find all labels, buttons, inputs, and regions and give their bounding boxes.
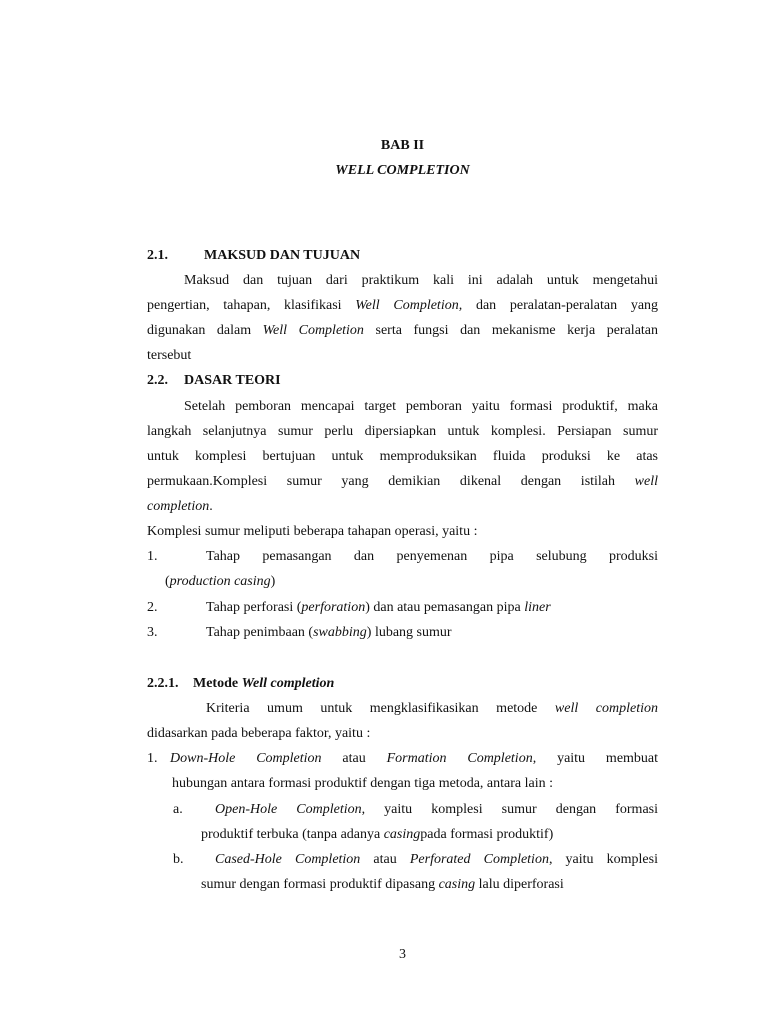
section-title: Metode Well completion — [193, 676, 335, 691]
paragraph-line: Maksud dan tujuan dari praktikum kali ini adalah untuk mengetahui — [184, 273, 658, 288]
sub-list-item-text: sumur dengan formasi produktif dipasang casing lalu diperforasi — [201, 877, 564, 892]
sub-list-item: a. — [173, 802, 183, 817]
section-2-1-heading — [147, 246, 658, 265]
paragraph-line: untuk komplesi bertujuan untuk memproduksikan fluida produksi ke atas — [147, 449, 658, 464]
section-number: 2.2. — [147, 373, 168, 388]
sub-list-item-text: produktif terbuka (tanpa adanya casingpada formasi produktif) — [201, 827, 554, 842]
section-title: MAKSUD DAN TUJUAN — [204, 248, 361, 263]
list-item: 3. Tahap penimbaan (swabbing) lubang sumur — [147, 625, 452, 640]
paragraph-line: tersebut — [147, 348, 192, 363]
paragraph-line: permukaan.Komplesi sumur yang demikian dikenal dengan istilah well — [147, 474, 658, 489]
list-item-text: Tahap pemasangan dan penyemenan pipa selubung produksi — [206, 549, 658, 564]
section-2-2-1-heading — [147, 674, 658, 693]
list-item: 2. Tahap perforasi (perforation) dan atau pemasangan pipa liner — [147, 600, 551, 615]
list-item-text: Down-Hole Completion atau Formation Completion, yaitu membuat — [170, 751, 659, 766]
section-2-2-heading — [147, 371, 658, 390]
sub-list-item-text: Cased-Hole Completion atau Perforated Completion, yaitu komplesi — [215, 852, 658, 867]
chapter-label: BAB II — [380, 138, 425, 153]
paragraph-line: completion. — [147, 499, 213, 514]
section-number: 2.1. — [147, 248, 168, 263]
section-title: DASAR TEORI — [184, 373, 281, 388]
list-item: 1. — [147, 751, 158, 766]
paragraph-line: digunakan dalam Well Completion serta fungsi dan mekanisme kerja peralatan — [147, 323, 659, 338]
paragraph-line: Setelah pemboran mencapai target pemboran yaitu formasi produktif, maka — [184, 399, 658, 414]
list-item-text: hubungan antara formasi produktif dengan tiga metoda, antara lain : — [172, 776, 553, 791]
chapter-title: WELL COMPLETION — [335, 163, 470, 178]
sub-list-item-text: Open-Hole Completion, yaitu komplesi sumur dengan formasi — [215, 802, 658, 817]
sub-list-item: b. — [173, 852, 184, 867]
paragraph-line: Kriteria umum untuk mengklasifikasikan metode well completion — [206, 701, 658, 716]
paragraph-line: pengertian, tahapan, klasifikasi Well Completion, dan peralatan-peralatan yang — [147, 298, 659, 313]
page-number: 3 — [399, 947, 406, 962]
paragraph-line: langkah selanjutnya sumur perlu dipersiapkan untuk komplesi. Persiapan sumur — [147, 424, 658, 439]
list-item-text: (production casing) — [165, 574, 276, 589]
list-item: 1. — [147, 549, 158, 564]
paragraph-line: didasarkan pada beberapa faktor, yaitu : — [147, 726, 371, 741]
section-number: 2.2.1. — [147, 676, 179, 691]
paragraph-line: Komplesi sumur meliputi beberapa tahapan operasi, yaitu : — [147, 524, 478, 539]
